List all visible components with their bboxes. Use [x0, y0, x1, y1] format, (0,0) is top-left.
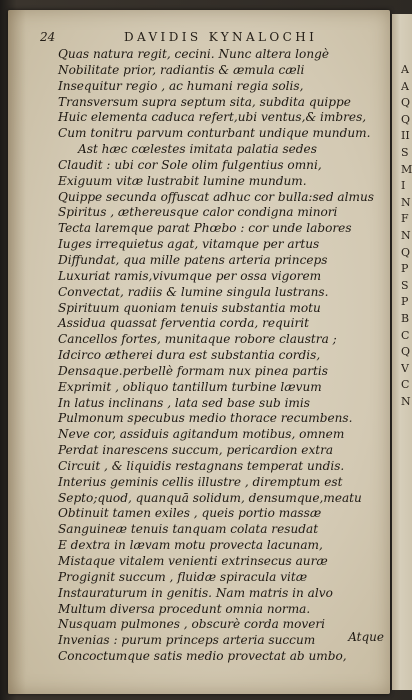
text-line: Exiguum vitæ lustrabit lumine mundum.	[58, 173, 307, 188]
text-line: Neve cor, assiduis agitandum motibus, omnem	[58, 427, 345, 442]
text-line: Mistaque vitalem venienti extrinsecus auræ	[58, 554, 328, 568]
text-line: Nusquam pulmones , obscurè corda moveri	[58, 617, 326, 632]
text-line: Claudit : ubi cor Sole olim fulgentius omni,	[58, 157, 322, 172]
edge-letter: P	[401, 262, 409, 276]
text-line: Transversum supra septum sita, subdita quippe	[58, 94, 351, 109]
edge-letter: N	[401, 195, 411, 209]
text-line: Invenias : purum princeps arteria succum	[58, 633, 316, 648]
text-line: Multum diversa procedunt omnia norma.	[58, 601, 311, 616]
text-line: In latus inclinans , lata sed base sub imis	[58, 395, 310, 410]
edge-letter: Q	[401, 112, 411, 126]
edge-letter: N	[401, 228, 411, 242]
edge-letter: V	[401, 361, 409, 375]
text-line: Iuges irrequietus agat, vitamque per artus	[58, 237, 320, 252]
text-line: Pulmonum specubus medio thorace recumbens.	[58, 411, 353, 426]
text-line: Quas natura regit, cecini. Nunc altera longè	[58, 47, 330, 61]
edge-letter: Q	[401, 245, 411, 259]
text-line: Interius geminis cellis illustre , diremptum est	[58, 474, 343, 489]
text-line: Concoctumque satis medio provectat ab umbo,	[58, 649, 347, 664]
text-line: Ast hæc cœlestes imitata palatia sedes	[78, 142, 317, 157]
text-line: Convectat, radiis & lumine singula lustrans.	[58, 284, 329, 299]
edge-letter: B	[401, 311, 410, 325]
text-line: Sanguineæ tenuis tanquam colata resudat	[58, 522, 319, 537]
edge-letter: II	[401, 129, 410, 143]
edge-letter: S	[401, 278, 409, 292]
edge-letter: F	[401, 212, 409, 226]
text-line: Diffundat, qua mille patens arteria princeps	[58, 252, 328, 267]
text-line: E dextra in lævam motu provecta lacunam,	[58, 538, 323, 553]
text-line: Idcirco ætherei dura est substantia cordis,	[58, 348, 321, 363]
edge-letter: A	[401, 79, 409, 93]
edge-letter: M	[401, 162, 412, 176]
poem-text	[58, 47, 390, 665]
text-line: Assidua quassat ferventia corda, requirit	[58, 316, 309, 331]
text-line: Instauraturum in genitis. Nam matris in alvo	[58, 585, 333, 600]
text-line: Cum tonitru parvum conturbant undique mundum.	[58, 126, 371, 141]
text-line: Progignit succum , fluidæ spiracula vitæ	[58, 569, 308, 584]
next-page-edge-letters	[401, 62, 412, 410]
edge-letter: C	[401, 378, 410, 392]
edge-letter: Q	[401, 96, 411, 110]
page-header	[40, 30, 390, 46]
edge-letter: Q	[401, 345, 411, 359]
text-line: Tecta laremque parat Phœbo : cor unde labores	[58, 221, 352, 236]
text-line: Densaque.perbellè formam nux pinea partis	[58, 363, 328, 378]
edge-letter: C	[401, 328, 410, 342]
text-line: Nobilitate prior, radiantis & æmula cæli	[58, 62, 305, 77]
edge-letter: P	[401, 295, 409, 309]
text-line: Luxuriat ramis,vivumque per ossa vigorem	[58, 268, 322, 283]
edge-letter: I	[401, 179, 406, 193]
text-line: Perdat inarescens succum, pericardion extra	[58, 443, 334, 458]
text-line: Cancellos fortes, munitaque robore claustra ;	[58, 332, 337, 347]
text-line: Obtinuit tamen exiles , queis portio massæ	[58, 506, 322, 521]
running-head: DAVIDIS KYNALOCHI	[124, 30, 318, 44]
text-line: Exprimit , obliquo tantillum turbine lævum	[58, 379, 322, 394]
text-line: Septo;quod, quanquā solidum, densumque,meatu	[58, 490, 362, 505]
edge-letter: S	[401, 145, 409, 159]
edge-letter: A	[401, 63, 409, 76]
text-line: Huic elementa caduca refert,ubi ventus,& imbres,	[58, 110, 367, 125]
text-line: Spiritus , æthereusque calor condigna minori	[58, 205, 338, 220]
edge-letter: N	[401, 394, 411, 408]
text-line: Quippe secunda offuscat adhuc cor bulla:sed almus	[58, 189, 374, 204]
text-line: Circuit , & liquidis restagnans temperat undis.	[58, 458, 345, 473]
folio-number: 24	[40, 30, 56, 44]
text-line: Spirituum quoniam tenuis substantia motu	[58, 300, 321, 315]
next-page-edge	[392, 14, 412, 690]
text-line: Insequitur regio , ac humani regia solis,	[58, 78, 304, 93]
catchword: Atque	[348, 630, 384, 644]
